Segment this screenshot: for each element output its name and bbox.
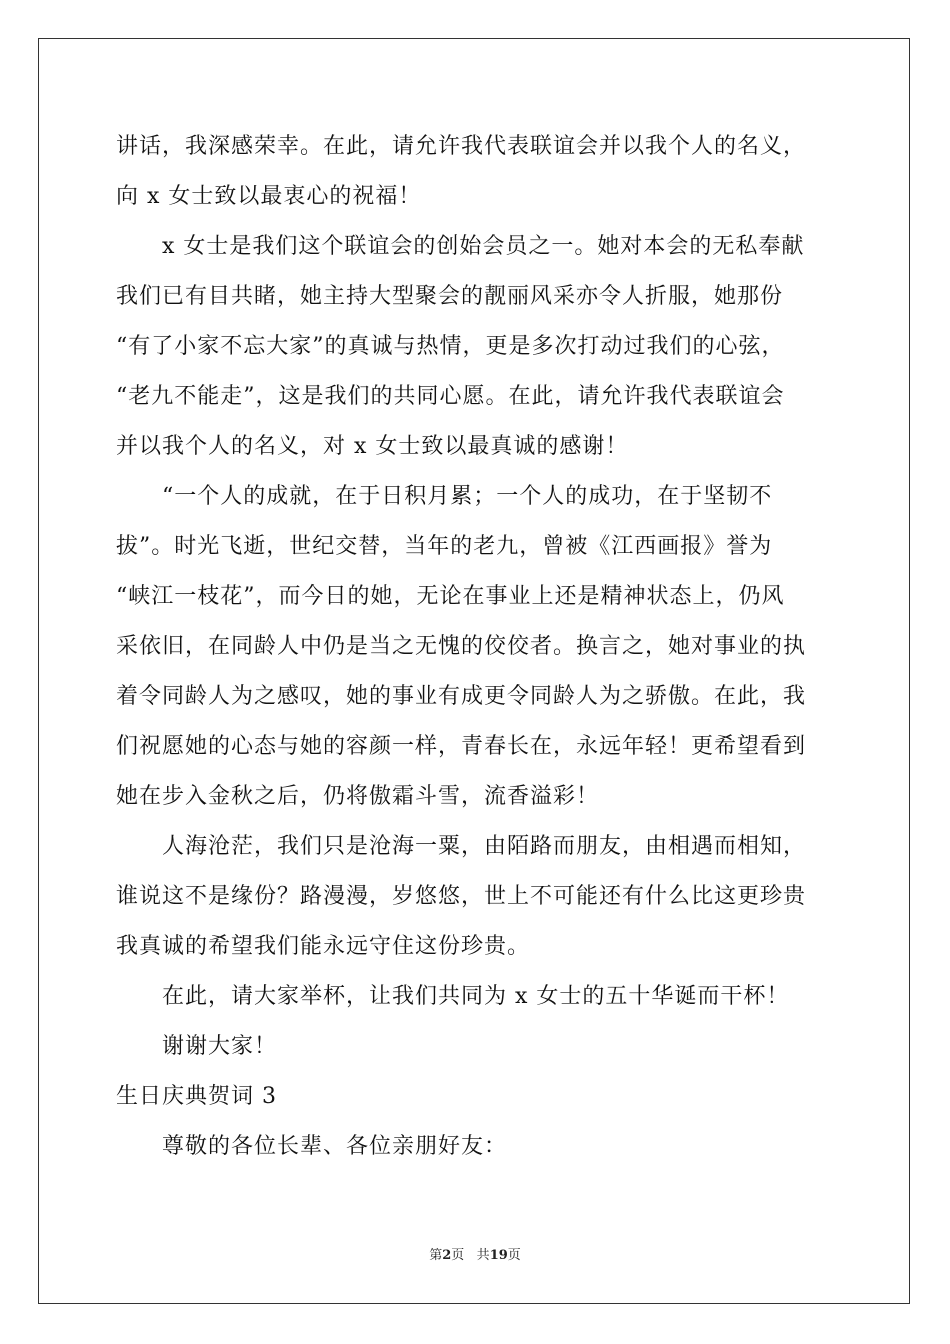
- total-pages: 19: [489, 1248, 508, 1263]
- text-line: “有了小家不忘大家”的真诚与热情，更是多次打动过我们的心弦，: [116, 334, 785, 359]
- text-line: 讲话，我深感荣幸。在此，请允许我代表联谊会并以我个人的名义，: [116, 134, 807, 159]
- text-line: “一个人的成就，在于日积月累；一个人的成功，在于坚韧不: [162, 484, 773, 509]
- text-line: 在此，请大家举杯，让我们共同为 x 女士的五十华诞而干杯！: [162, 984, 790, 1009]
- total-prefix: 共: [476, 1248, 490, 1263]
- page-footer: [0, 1244, 950, 1263]
- page-prefix: 第: [429, 1248, 443, 1263]
- text-line: 拔”。时光飞逝，世纪交替，当年的老九，曾被《江西画报》誉为: [116, 534, 773, 559]
- page-suffix: 页: [451, 1248, 465, 1263]
- section-heading: 生日庆典贺词 3: [116, 1084, 277, 1109]
- text-line: 谁说这不是缘份？路漫漫，岁悠悠，世上不可能还有什么比这更珍贵: [116, 884, 807, 909]
- text-line: “峡江一枝花”，而今日的她，无论在事业上还是精神状态上，仍风: [116, 584, 785, 609]
- text-line: 们祝愿她的心态与她的容颜一样，青春长在，永远年轻！更希望看到: [116, 734, 807, 759]
- text-line: 谢谢大家！: [162, 1034, 278, 1059]
- text-line: “老九不能走”，这是我们的共同心愿。在此，请允许我代表联谊会: [116, 384, 785, 409]
- text-line: 我真诚的希望我们能永远守住这份珍贵。: [116, 934, 531, 959]
- text-line: 尊敬的各位长辈、各位亲朋好友：: [162, 1134, 508, 1159]
- text-line: 着令同龄人为之感叹，她的事业有成更令同龄人为之骄傲。在此，我: [116, 684, 807, 709]
- text-line: 我们已有目共睹，她主持大型聚会的靓丽风采亦令人折服，她那份: [116, 284, 784, 309]
- text-line: 并以我个人的名义，对 x 女士致以最真诚的感谢！: [116, 434, 629, 459]
- text-line: 采依旧，在同龄人中仍是当之无愧的佼佼者。换言之，她对事业的执: [116, 634, 807, 659]
- text-line: 人海沧茫，我们只是沧海一粟，由陌路而朋友，由相遇而相知，: [162, 834, 807, 859]
- text-line: 向 x 女士致以最衷心的祝福！: [116, 184, 422, 209]
- document-body: [116, 122, 836, 1172]
- text-line: 她在步入金秋之后，仍将傲霜斗雪，流香溢彩！: [116, 784, 600, 809]
- total-suffix: 页: [507, 1248, 521, 1263]
- page-number: 2: [442, 1248, 452, 1263]
- text-line: x 女士是我们这个联谊会的创始会员之一。她对本会的无私奉献: [162, 234, 805, 259]
